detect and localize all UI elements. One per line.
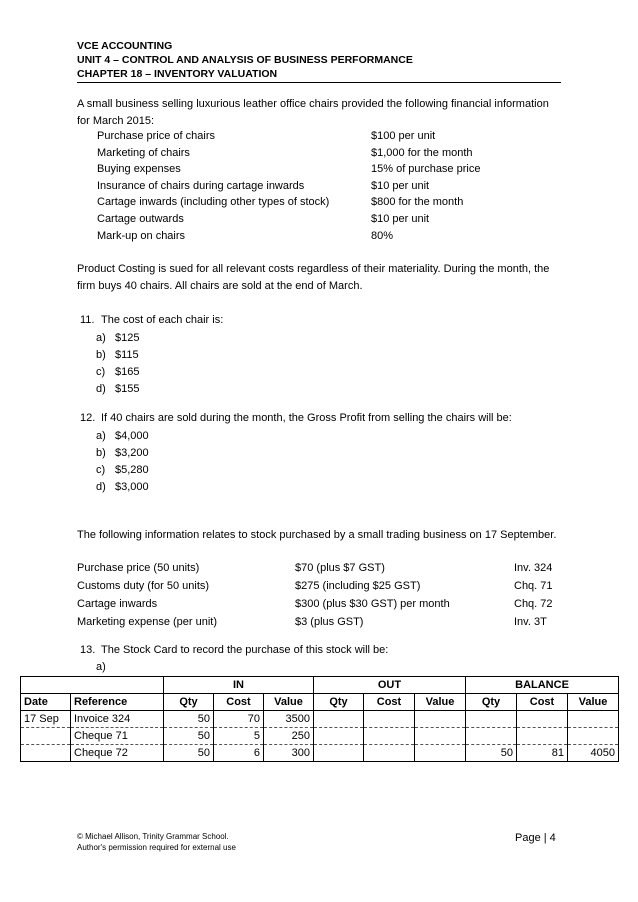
stock-intro: The following information relates to stock purchased by a small trading business on 17 September. <box>77 529 557 541</box>
table-row <box>21 728 619 745</box>
stock-amount: $70 (plus $7 GST) <box>295 562 385 574</box>
cell-in-value: 3500 <box>264 711 314 728</box>
info-label: Mark-up on chairs <box>97 229 186 242</box>
cell-reference: Invoice 324 <box>71 711 164 728</box>
table-row <box>21 711 619 728</box>
cell-out-value <box>415 745 466 762</box>
cell-in-cost: 6 <box>214 745 264 762</box>
cell-balance-value <box>568 711 619 728</box>
cell-date: 17 Sep <box>21 711 71 728</box>
stock-document: Inv. 3T <box>514 616 547 628</box>
cell-in-qty: 50 <box>164 745 214 762</box>
cell-in-cost: 70 <box>214 711 264 728</box>
info-value: $100 per unit <box>371 130 436 142</box>
column-header: Cost <box>517 694 568 711</box>
question-11 <box>80 312 560 398</box>
column-header: Qty <box>314 694 364 711</box>
question-number: 13. <box>80 644 96 656</box>
intro-paragraph <box>77 96 561 130</box>
answer-option <box>80 479 560 496</box>
stock-amount: $3 (plus GST) <box>295 616 364 628</box>
question-13 <box>80 642 560 676</box>
cell-reference: Cheque 72 <box>71 745 164 762</box>
cell-out-cost <box>364 745 415 762</box>
page-number: Page | 4 <box>515 832 556 844</box>
option-letter: c) <box>96 464 106 476</box>
option-text: $115 <box>115 349 139 361</box>
group-header-blank <box>21 677 164 694</box>
footer-copyright <box>77 832 377 853</box>
cell-out-qty <box>314 728 364 745</box>
cell-balance-qty <box>466 728 517 745</box>
info-label: Insurance of chairs during cartage inwards <box>97 179 305 192</box>
intro-line: A small business selling luxurious leather office chairs provided the following financial information <box>77 98 549 110</box>
stock-row <box>77 595 557 613</box>
cell-balance-cost <box>517 728 568 745</box>
column-header: Value <box>568 694 619 711</box>
info-row <box>97 128 557 145</box>
answer-option <box>80 462 560 479</box>
column-header: Reference <box>71 694 164 711</box>
cell-balance-qty <box>466 711 517 728</box>
option-letter: b) <box>96 447 106 459</box>
column-header: Cost <box>214 694 264 711</box>
cell-out-cost <box>364 728 415 745</box>
question-text: The cost of each chair is: <box>101 314 224 326</box>
stock-card-table <box>20 676 619 762</box>
group-header-row <box>21 677 619 694</box>
column-header: Value <box>415 694 466 711</box>
cell-in-cost: 5 <box>214 728 264 745</box>
cell-in-value: 250 <box>264 728 314 745</box>
option-text: $3,200 <box>115 447 149 459</box>
cell-out-cost <box>364 711 415 728</box>
option-text: $5,280 <box>115 464 149 476</box>
option-text: $4,000 <box>115 430 149 442</box>
info-label: Marketing of chairs <box>97 146 190 159</box>
cell-out-value <box>415 711 466 728</box>
column-header: Qty <box>164 694 214 711</box>
info-value: $10 per unit <box>371 179 430 192</box>
info-row <box>97 178 557 195</box>
question-12 <box>80 410 560 496</box>
option-letter: d) <box>96 383 106 395</box>
group-header-out: OUT <box>314 677 466 694</box>
info-value: 15% of purchase price <box>371 163 481 176</box>
stock-row <box>77 559 557 577</box>
option-letter: a) <box>96 430 106 442</box>
option-letter: a) <box>96 332 106 344</box>
option-text: $165 <box>115 366 140 378</box>
chapter-title: CHAPTER 18 – INVENTORY VALUATION <box>77 68 278 80</box>
info-row <box>97 194 557 211</box>
info-label: Purchase price of chairs <box>97 130 215 142</box>
info-label: Cartage outwards <box>97 212 184 225</box>
unit-title: UNIT 4 – CONTROL AND ANALYSIS OF BUSINESS PERFORMANCE <box>77 54 413 66</box>
costing-line: firm buys 40 chairs. All chairs are sold at the end of March. <box>77 280 363 292</box>
question-text: The Stock Card to record the purchase of this stock will be: <box>101 644 389 656</box>
info-value: $1,000 for the month <box>371 146 473 159</box>
info-row <box>97 211 557 228</box>
column-header: Cost <box>364 694 415 711</box>
permission-line: Author's permission required for external use <box>77 842 236 852</box>
answer-option <box>80 347 560 364</box>
option-text: $125 <box>115 332 140 344</box>
option-letter: b) <box>96 349 106 361</box>
cell-in-qty: 50 <box>164 728 214 745</box>
option-letter: a) <box>96 661 106 673</box>
cell-balance-qty: 50 <box>466 745 517 762</box>
document-header <box>77 39 561 81</box>
answer-option <box>80 428 560 445</box>
stock-document: Chq. 72 <box>514 598 553 610</box>
group-header-in: IN <box>164 677 314 694</box>
column-header: Qty <box>466 694 517 711</box>
info-value: 80% <box>371 229 394 242</box>
stock-row <box>77 613 557 631</box>
info-value: $10 per unit <box>371 212 430 225</box>
header-divider <box>77 82 561 83</box>
cell-out-value <box>415 728 466 745</box>
answer-option <box>80 330 560 347</box>
cell-balance-cost <box>517 711 568 728</box>
answer-option <box>80 445 560 462</box>
course-title: VCE ACCOUNTING <box>77 40 173 52</box>
question-number: 11. <box>80 314 95 326</box>
info-label: Buying expenses <box>97 163 181 176</box>
info-label: Cartage inwards (including other types of stock) <box>97 196 330 209</box>
question-stem <box>80 410 560 428</box>
question-number: 12. <box>80 412 96 424</box>
intro-line: for March 2015: <box>77 115 155 127</box>
cell-out-qty <box>314 745 364 762</box>
table-row <box>21 745 619 762</box>
stock-info-list <box>77 559 557 631</box>
cell-in-value: 300 <box>264 745 314 762</box>
option-letter: d) <box>96 481 106 493</box>
option-text: $3,000 <box>115 481 149 493</box>
cell-balance-value <box>568 728 619 745</box>
stock-item: Marketing expense (per unit) <box>77 616 218 628</box>
financial-info-list <box>97 128 557 244</box>
answer-option <box>80 381 560 398</box>
info-row <box>97 145 557 162</box>
stock-amount: $275 (including $25 GST) <box>295 580 421 592</box>
costing-paragraph <box>77 261 561 295</box>
cell-reference: Cheque 71 <box>71 728 164 745</box>
stock-document: Chq. 71 <box>514 580 553 592</box>
stock-item: Purchase price (50 units) <box>77 562 200 574</box>
stock-item: Customs duty (for 50 units) <box>77 580 210 592</box>
cell-balance-cost: 81 <box>517 745 568 762</box>
stock-item: Cartage inwards <box>77 598 158 610</box>
cell-date <box>21 728 71 745</box>
info-row <box>97 161 557 178</box>
question-stem <box>80 312 560 330</box>
question-text: If 40 chairs are sold during the month, the Gross Profit from selling the chairs will be: <box>101 412 512 424</box>
costing-line: Product Costing is sued for all relevant costs regardless of their materiality. During the month, the <box>77 263 550 275</box>
cell-in-qty: 50 <box>164 711 214 728</box>
cell-balance-value: 4050 <box>568 745 619 762</box>
cell-date <box>21 745 71 762</box>
option-text: $155 <box>115 383 140 395</box>
column-header: Date <box>21 694 71 711</box>
cell-out-qty <box>314 711 364 728</box>
stock-row <box>77 577 557 595</box>
info-row <box>97 228 557 245</box>
answer-option <box>80 659 560 676</box>
option-letter: c) <box>96 366 106 378</box>
answer-option <box>80 364 560 381</box>
column-header: Value <box>264 694 314 711</box>
copyright-line: © Michael Allison, Trinity Grammar School. <box>77 832 229 841</box>
group-header-balance: BALANCE <box>466 677 619 694</box>
stock-amount: $300 (plus $30 GST) per month <box>295 598 450 610</box>
info-value: $800 for the month <box>371 196 464 209</box>
column-header-row <box>21 694 619 711</box>
stock-document: Inv. 324 <box>514 562 553 574</box>
question-stem <box>80 642 560 659</box>
